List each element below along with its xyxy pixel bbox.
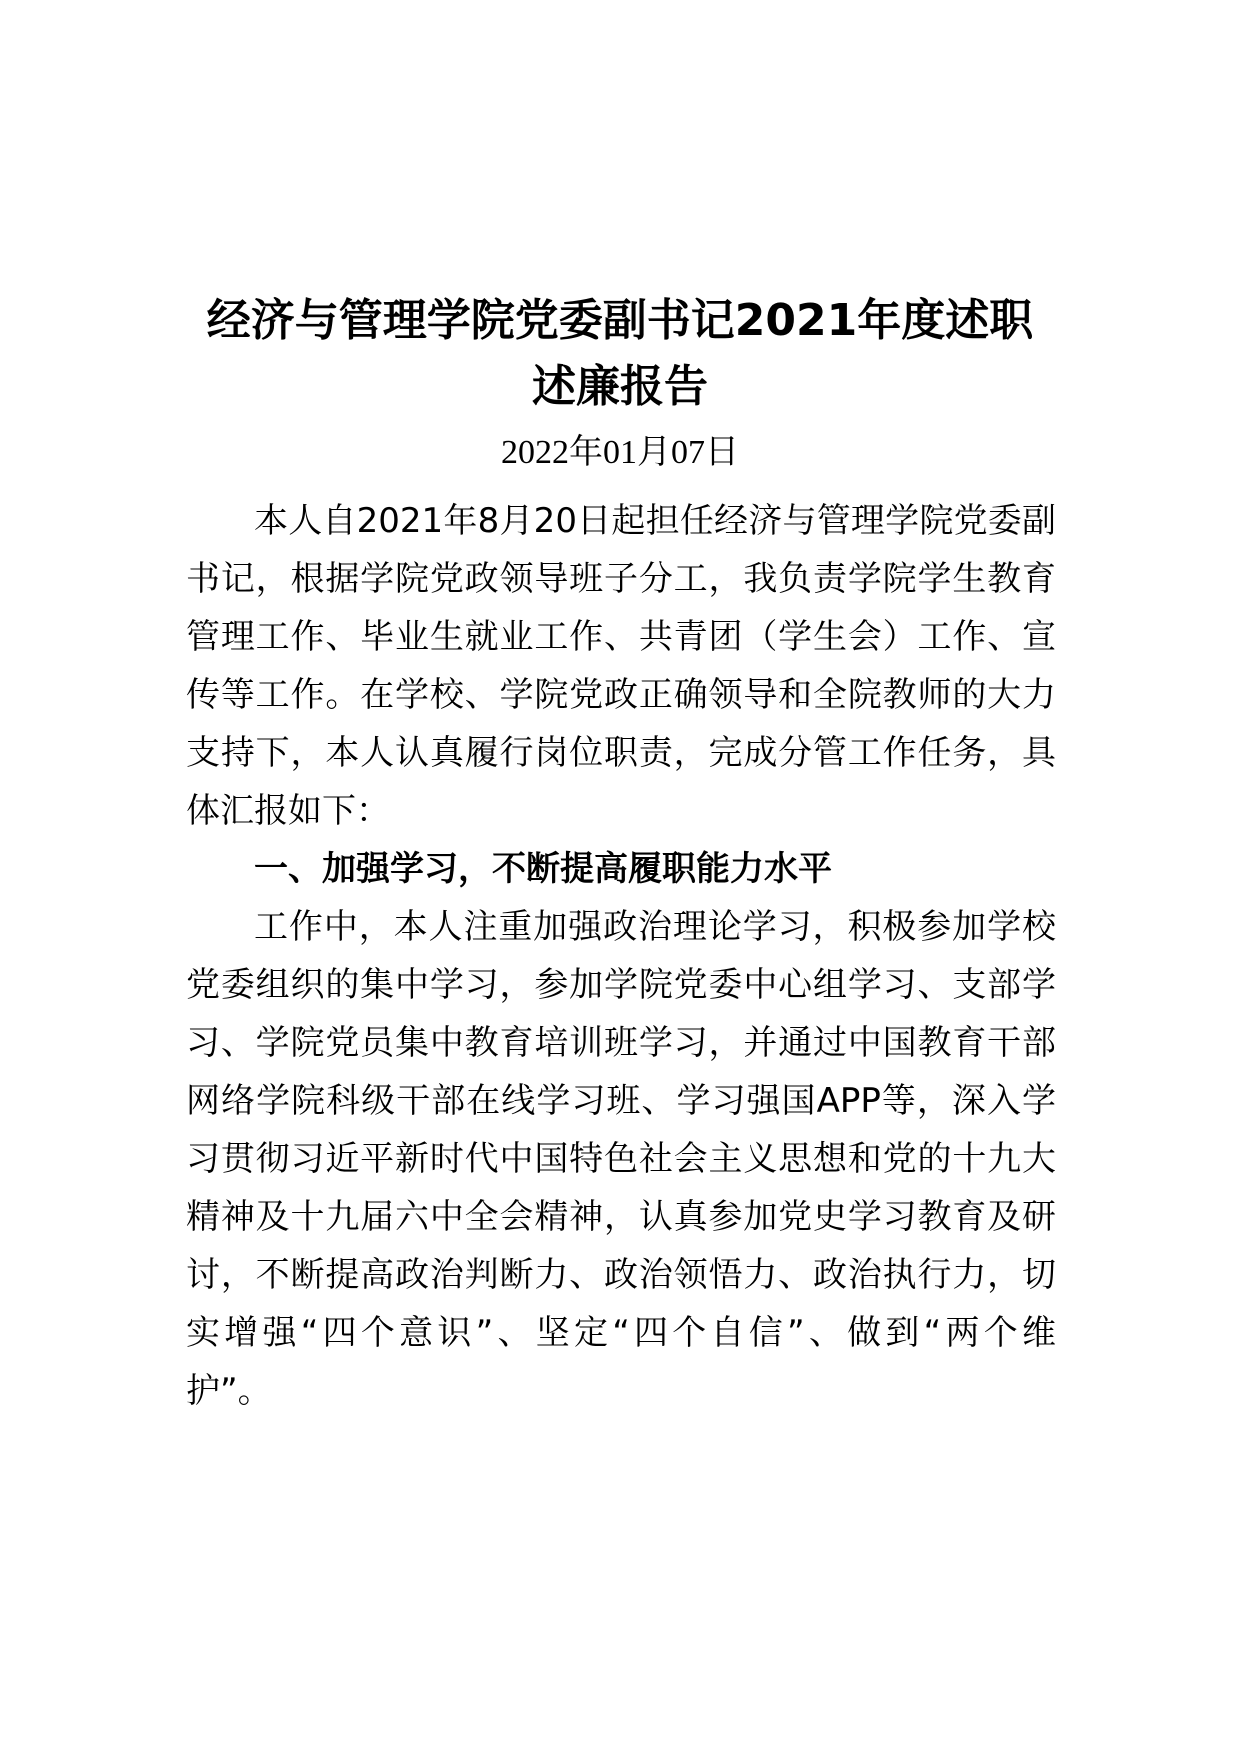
paragraph-line: 支持下，本人认真履行岗位职责，完成分管工作任务，具: [186, 733, 1056, 773]
document-title-line-1: 经济与管理学院党委副书记2021年度述职: [206, 295, 1034, 346]
paragraph-intro: [186, 488, 1056, 888]
section-heading: [186, 836, 1056, 902]
paragraph-line: 管理工作、毕业生就业工作、共青团（学生会）工作、宣: [186, 617, 1056, 657]
document-title-line-2: 述廉报告: [532, 361, 708, 412]
paragraph-line: 讨，不断提高政治判断力、政治领悟力、政治执行力，切: [186, 1255, 1056, 1295]
paragraph-line: 实增强“四个意识”、坚定“四个自信”、做到“两个维: [186, 1313, 1056, 1353]
document-date: 2022年01月07日: [501, 434, 739, 471]
paragraph-line: 护”。: [186, 1371, 272, 1411]
paragraph-study: [186, 894, 1056, 1434]
paragraph-line: 网络学院科级干部在线学习班、学习强国APP等，深入学: [186, 1081, 1056, 1121]
paragraph-line: 精神及十九届六中全会精神，认真参加党史学习教育及研: [186, 1197, 1056, 1237]
paragraph-line: 习贯彻习近平新时代中国特色社会主义思想和党的十九大: [186, 1139, 1056, 1179]
section-heading-text: 一、加强学习，不断提高履职能力水平: [254, 849, 832, 889]
paragraph-line: 工作中，本人注重加强政治理论学习，积极参加学校: [254, 907, 1056, 947]
paragraph-line: 体汇报如下：: [186, 791, 390, 831]
paragraph-line: 习、学院党员集中教育培训班学习，并通过中国教育干部: [186, 1023, 1056, 1063]
paragraph-line: 传等工作。在学校、学院党政正确领导和全院教师的大力: [186, 675, 1056, 715]
paragraph-line: 本人自2021年8月20日起担任经济与管理学院党委副: [254, 501, 1056, 541]
paragraph-line: 书记，根据学院党政领导班子分工，我负责学院学生教育: [186, 559, 1056, 599]
paragraph-line: 党委组织的集中学习，参加学院党委中心组学习、支部学: [186, 965, 1056, 1005]
